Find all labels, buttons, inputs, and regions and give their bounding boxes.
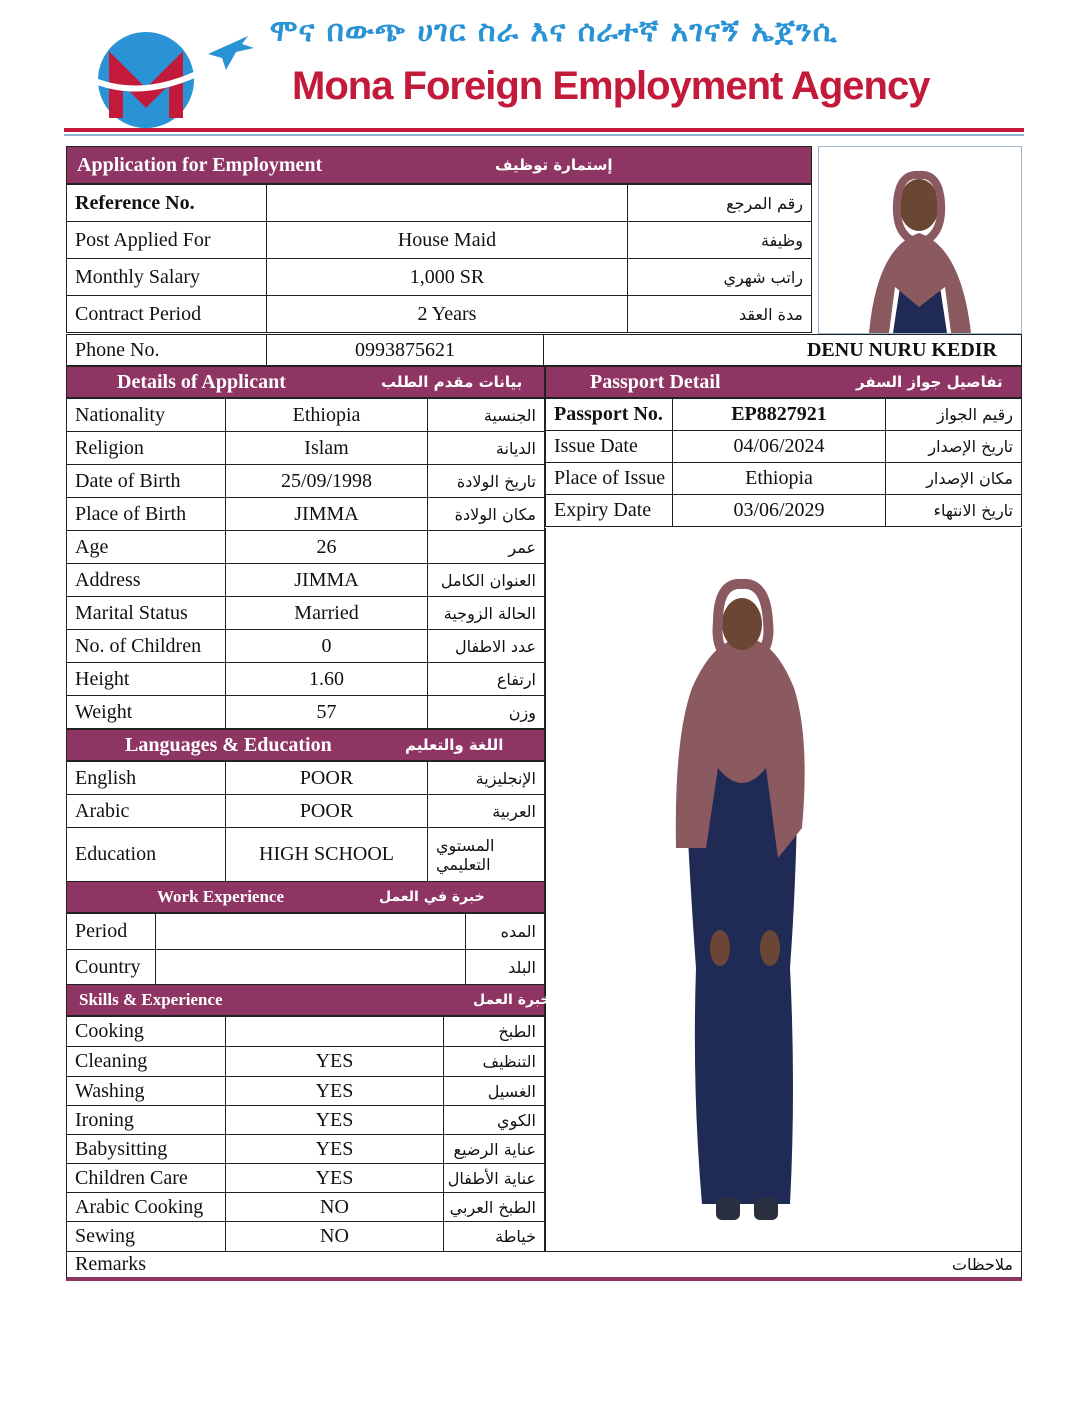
passport-title-band	[545, 366, 1022, 398]
application-row-label-ar: راتب شهري	[627, 258, 812, 296]
applicant-row-value: 0	[225, 629, 428, 663]
applicant-full-body-photo	[545, 528, 1022, 1252]
application-title-ar: إستمارة توظيف	[495, 156, 613, 174]
applicant-row-label-ar: وزن	[427, 695, 545, 729]
application-row-label-ar: رقم المرجع	[627, 184, 812, 222]
passport-row-label: Expiry Date	[545, 494, 673, 527]
applicant-row-value: 25/09/1998	[225, 464, 428, 498]
languages-row-label-ar-line1: المستوي	[436, 835, 495, 855]
application-row-value	[266, 184, 628, 222]
applicant-row-label-ar: الجنسية	[427, 398, 545, 432]
applicant-row-value: 1.60	[225, 662, 428, 696]
passport-row-label-ar: رقيم الجواز	[885, 398, 1022, 431]
skills-row-label: Washing	[66, 1076, 226, 1106]
passport-row-value: Ethiopia	[672, 462, 886, 495]
skills-row-label-ar: الكوي	[443, 1105, 545, 1135]
passport-row-label: Passport No.	[545, 398, 673, 431]
applicant-row-label: Age	[66, 530, 226, 564]
applicant-row-label-ar: مكان الولادة	[427, 497, 545, 531]
applicant-row-label: Marital Status	[66, 596, 226, 630]
skills-row-value: YES	[225, 1076, 444, 1106]
applicant-row-value: Ethiopia	[225, 398, 428, 432]
applicant-row-label: Weight	[66, 695, 226, 729]
applicant-row-label-ar: الديانة	[427, 431, 545, 465]
work-row-value	[155, 913, 466, 950]
passport-row-label: Issue Date	[545, 430, 673, 463]
languages-row-value: POOR	[225, 761, 428, 795]
applicant-row-label-ar: العنوان الكامل	[427, 563, 545, 597]
applicant-row-value: JIMMA	[225, 563, 428, 597]
applicant-full-name: DENU NURU KEDIR	[543, 334, 1022, 366]
applicant-row-label: Height	[66, 662, 226, 696]
applicant-row-label-ar: عدد الاطفال	[427, 629, 545, 663]
skills-title-band	[66, 984, 551, 1016]
skills-title-ar: خبرة العمل	[473, 992, 551, 1008]
passport-title-ar: تفاصيل جواز السفر	[856, 373, 1003, 391]
work-row-label-ar: البلد	[465, 949, 545, 986]
work-row-label: Country	[66, 949, 156, 986]
work-row-value	[155, 949, 466, 986]
skills-row-value: NO	[225, 1221, 444, 1252]
skills-row-label: Arabic Cooking	[66, 1192, 226, 1222]
applicant-row-label: Place of Birth	[66, 497, 226, 531]
skills-row-value: NO	[225, 1192, 444, 1222]
application-row-value: House Maid	[266, 221, 628, 259]
languages-title: Languages & Education	[125, 733, 332, 756]
languages-row-value: POOR	[225, 794, 428, 828]
application-row-label: Reference No.	[66, 184, 267, 222]
applicant-title: Details of Applicant	[117, 370, 286, 393]
application-row-label: Contract Period	[66, 295, 267, 333]
brand-name: Mona Foreign Employment Agency	[292, 64, 930, 108]
skills-row-label-ar: عناية الرضيع	[443, 1134, 545, 1164]
skills-row-label-ar: التنظيف	[443, 1046, 545, 1077]
applicant-portrait-photo	[818, 146, 1022, 334]
application-row-value: 2 Years	[266, 295, 628, 333]
applicant-title-band	[66, 366, 545, 398]
header-rule	[64, 128, 1024, 132]
application-row-value: 1,000 SR	[266, 258, 628, 296]
passport-row-label-ar: تاريخ الانتهاء	[885, 494, 1022, 527]
skills-row-label: Ironing	[66, 1105, 226, 1135]
languages-row-label: English	[66, 761, 226, 795]
work-title-band	[66, 881, 545, 913]
skills-row-label-ar: الطبخ العربي	[443, 1192, 545, 1222]
phone-value: 0993875621	[266, 334, 544, 366]
header-rule-blue	[64, 134, 1024, 136]
agency-logo	[76, 18, 256, 130]
skills-row-label-ar: الطبخ	[443, 1016, 545, 1047]
passport-title: Passport Detail	[590, 370, 721, 393]
skills-row-label-ar: الغسيل	[443, 1076, 545, 1106]
skills-row-label: Cooking	[66, 1016, 226, 1047]
work-title-ar: خبرة في العمل	[379, 889, 485, 905]
application-title-band	[66, 146, 812, 184]
languages-title-ar: اللغة والتعليم	[405, 736, 504, 754]
skills-row-label: Cleaning	[66, 1046, 226, 1077]
applicant-row-value: Islam	[225, 431, 428, 465]
passport-row-value: 03/06/2029	[672, 494, 886, 527]
languages-row-label: Education	[66, 827, 226, 882]
passport-row-value: EP8827921	[672, 398, 886, 431]
skills-row-label-ar: عناية الأطفال	[443, 1163, 545, 1193]
remarks-label: Remarks	[75, 1253, 147, 1275]
applicant-row-value: 57	[225, 695, 428, 729]
phone-label: Phone No.	[66, 334, 267, 366]
applicant-row-label-ar: عمر	[427, 530, 545, 564]
skills-row-value: YES	[225, 1134, 444, 1164]
applicant-row-value: JIMMA	[225, 497, 428, 531]
languages-row-value: HIGH SCHOOL	[225, 827, 428, 882]
languages-row-label-ar-line2: التعليمي	[436, 854, 491, 874]
application-title: Application for Employment	[77, 153, 323, 176]
skills-row-value: YES	[225, 1163, 444, 1193]
skills-row-label: Children Care	[66, 1163, 226, 1193]
applicant-row-label: Date of Birth	[66, 464, 226, 498]
applicant-row-label: Nationality	[66, 398, 226, 432]
skills-row-value: YES	[225, 1046, 444, 1077]
application-row-label-ar: مدة العقد	[627, 295, 812, 333]
languages-title-band	[66, 729, 545, 761]
applicant-row-label-ar: ارتفاع	[427, 662, 545, 696]
skills-row-value: YES	[225, 1105, 444, 1135]
skills-row-value	[225, 1016, 444, 1047]
skills-row-label-ar: خياطة	[443, 1221, 545, 1252]
applicant-row-label-ar: الحالة الزوجية	[427, 596, 545, 630]
remarks-label-ar: ملاحظات	[951, 1255, 1013, 1274]
application-row-label: Monthly Salary	[66, 258, 267, 296]
languages-row-label-ar: الإنجليزية	[427, 761, 545, 795]
work-row-label: Period	[66, 913, 156, 950]
passport-row-value: 04/06/2024	[672, 430, 886, 463]
application-row-label: Post Applied For	[66, 221, 267, 259]
passport-row-label-ar: تاريخ الإصدار	[885, 430, 1022, 463]
application-row-label-ar: وظيفة	[627, 221, 812, 259]
skills-title: Skills & Experience	[79, 990, 223, 1009]
passport-row-label-ar: مكان الإصدار	[885, 462, 1022, 495]
skills-row-label: Babysitting	[66, 1134, 226, 1164]
applicant-row-label: Religion	[66, 431, 226, 465]
work-row-label-ar: المده	[465, 913, 545, 950]
applicant-row-value: 26	[225, 530, 428, 564]
languages-row-label: Arabic	[66, 794, 226, 828]
skills-row-label: Sewing	[66, 1221, 226, 1252]
languages-row-label-ar	[427, 827, 545, 882]
applicant-row-label: No. of Children	[66, 629, 226, 663]
work-title: Work Experience	[157, 887, 285, 906]
remarks-row	[66, 1251, 1022, 1281]
applicant-title-ar: بيانات مقدم الطلب	[381, 373, 523, 391]
applicant-row-label-ar: تاريخ الولادة	[427, 464, 545, 498]
amharic-title: ሞና በውጭ ሀገር ስራ እና ሰራተኛ አገናኝ ኤጀንሲ	[270, 14, 838, 49]
applicant-row-value: Married	[225, 596, 428, 630]
passport-row-label: Place of Issue	[545, 462, 673, 495]
languages-row-label-ar: العربية	[427, 794, 545, 828]
applicant-row-label: Address	[66, 563, 226, 597]
